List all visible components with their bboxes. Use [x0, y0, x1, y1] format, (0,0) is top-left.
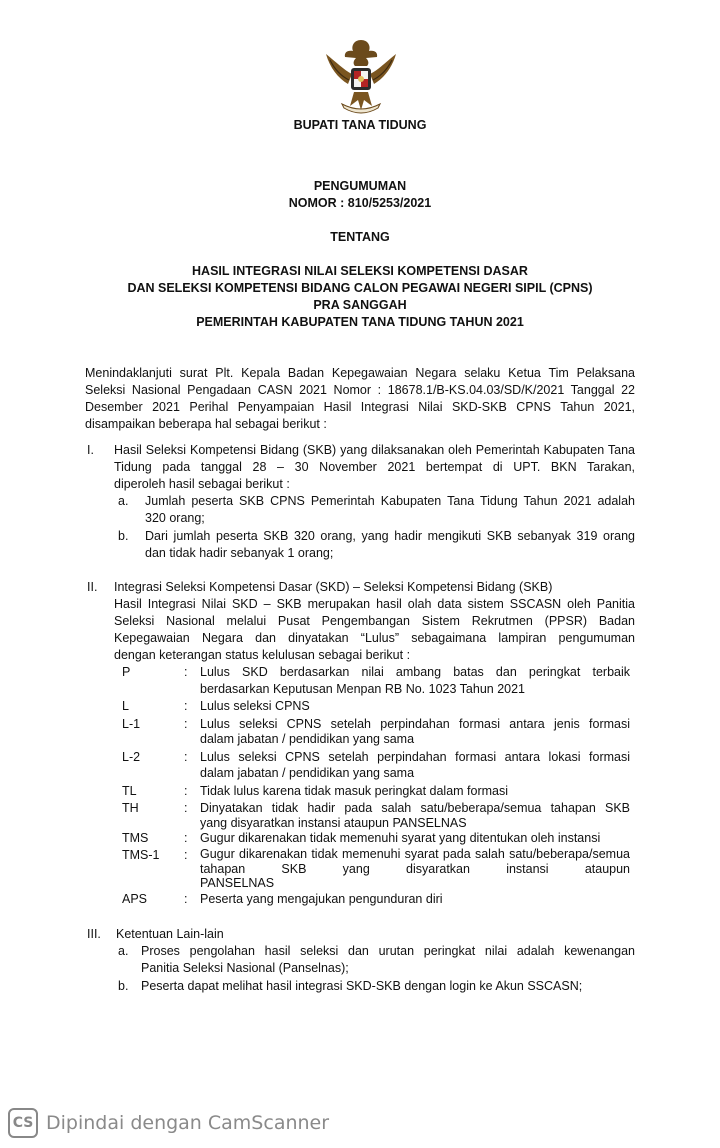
status-code: APS — [122, 892, 148, 906]
about-heading: TENTANG — [330, 230, 390, 244]
status-description: Gugur dikarenakan tidak memenuhi syarat pada salah satu/beberapa/semua tahapan SKB yang disyaratkan instansi ataupun — [200, 847, 630, 876]
item-letter: b. — [118, 979, 129, 993]
intro-paragraph-last-line: disampaikan beberapa hal sebagai berikut : — [85, 417, 327, 431]
section-numeral: III. — [87, 927, 101, 941]
list-item-last-line: 320 orang; — [145, 511, 205, 525]
status-colon: : — [184, 892, 188, 906]
status-description-last-line: dalam jabatan / pendidikan yang sama — [200, 732, 415, 746]
status-code: L — [122, 699, 129, 713]
item-letter: a. — [118, 494, 129, 508]
status-description: Lulus seleksi CPNS setelah perpindahan formasi antara lokasi formasi — [200, 750, 630, 764]
list-item-last-line: Peserta dapat melihat hasil integrasi SKD-SKB dengan login ke Akun SSCASN; — [141, 979, 583, 993]
subject-line: PRA SANGGAH — [313, 298, 407, 312]
section-title: Integrasi Seleksi Kompetensi Dasar (SKD) – Seleksi Kompetensi Bidang (SKB) — [114, 580, 553, 594]
status-code: P — [122, 665, 131, 679]
status-colon: : — [184, 699, 188, 713]
status-description-last-line: dalam jabatan / pendidikan yang sama — [200, 766, 415, 780]
section-title: Ketentuan Lain-lain — [116, 927, 224, 941]
status-code: L-1 — [122, 717, 141, 731]
item-letter: a. — [118, 944, 129, 958]
status-description: Lulus seleksi CPNS setelah perpindahan formasi antara jenis formasi — [200, 717, 630, 731]
document-type: PENGUMUMAN — [313, 179, 407, 193]
status-code: TL — [122, 784, 137, 798]
status-description-last-line: Lulus seleksi CPNS — [200, 699, 310, 713]
list-item-last-line: Panitia Seleksi Nasional (Panselnas); — [141, 961, 349, 975]
status-code: TMS-1 — [122, 848, 160, 862]
status-code: L-2 — [122, 750, 141, 764]
section-paragraph-last-line: dengan keterangan status kelulusan sebagai berikut : — [114, 648, 411, 662]
section-numeral: I. — [87, 443, 94, 457]
subject-line: DAN SELEKSI KOMPETENSI BIDANG CALON PEGAWAI NEGERI SIPIL (CPNS) — [127, 281, 593, 295]
status-colon: : — [184, 848, 188, 862]
section-paragraph: Hasil Integrasi Nilai SKD – SKB merupakan hasil olah data sistem SSCASN oleh Panitia Seleksi Nasional melalui Pusat Pengembangan Sistem Rekrutmen (PPSR) Badan Kepegawaian Negara dan dinyatakan “Lulus” sebagaimana lampiran pengumuman — [114, 597, 635, 645]
status-colon: : — [184, 831, 188, 845]
list-item: Jumlah peserta SKB CPNS Pemerintah Kabupaten Tana Tidung Tahun 2021 adalah — [145, 494, 635, 508]
document-number: NOMOR : 810/5253/2021 — [288, 196, 432, 210]
watermark-text: Dipindai dengan CamScanner — [46, 1112, 330, 1134]
list-item-last-line: dan tidak hadir sebanyak 1 orang; — [145, 546, 334, 560]
list-item: Dari jumlah peserta SKB 320 orang, yang hadir mengikuti SKB sebanyak 319 orang — [145, 529, 635, 543]
intro-paragraph: Menindaklanjuti surat Plt. Kepala Badan Kepegawaian Negara selaku Ketua Tim Pelaksana Seleksi Nasional Pengadaan CASN 2021 Nomor : 18678.1/B-KS.04.03/SD/K/2021 Tanggal 22 Desember 2021 Perihal Penyampaian Hasil Integrasi Nilai SKD-SKB CPNS Tahun 2021, — [85, 366, 635, 414]
status-description-last-line: Tidak lulus karena tidak masuk peringkat dalam formasi — [200, 784, 509, 798]
subject-line: PEMERINTAH KABUPATEN TANA TIDUNG TAHUN 2021 — [196, 315, 524, 329]
status-description: Dinyatakan tidak hadir pada salah satu/beberapa/semua tahapan SKB — [200, 801, 630, 815]
scanner-watermark — [8, 1108, 329, 1138]
status-colon: : — [184, 665, 188, 679]
status-colon: : — [184, 750, 188, 764]
status-colon: : — [184, 801, 188, 815]
status-description-last-line: Peserta yang mengajukan pengunduran diri — [200, 892, 443, 906]
list-item: Proses pengolahan hasil seleksi dan urutan peringkat nilai adalah kewenangan — [141, 944, 635, 958]
garuda-emblem-icon — [318, 34, 404, 120]
item-letter: b. — [118, 529, 129, 543]
status-description-last-line: PANSELNAS — [200, 876, 275, 890]
section-numeral: II. — [87, 580, 98, 594]
subject-line: HASIL INTEGRASI NILAI SELEKSI KOMPETENSI DASAR — [192, 264, 528, 278]
camscanner-logo-icon: CS — [8, 1108, 38, 1138]
authority-title: BUPATI TANA TIDUNG — [293, 118, 427, 132]
status-description-last-line: berdasarkan Keputusan Menpan RB No. 1023 Tahun 2021 — [200, 682, 526, 696]
status-description-last-line: Gugur dikarenakan tidak memenuhi syarat yang ditentukan oleh instansi — [200, 831, 601, 845]
status-description: Lulus SKD berdasarkan nilai ambang batas dan peringkat terbaik — [200, 665, 630, 679]
status-colon: : — [184, 717, 188, 731]
status-description-last-line: yang disyaratkan instansi ataupun PANSELNAS — [200, 816, 467, 830]
status-code: TH — [122, 801, 139, 815]
status-code: TMS — [122, 831, 149, 845]
section-paragraph: Hasil Seleksi Kompetensi Bidang (SKB) yang dilaksanakan oleh Pemerintah Kabupaten Tana Tidung pada tanggal 28 – 30 November 2021 bertempat di UPT. BKN Tarakan, — [114, 443, 635, 474]
status-colon: : — [184, 784, 188, 798]
section-paragraph-last-line: diperoleh hasil sebagai berikut : — [114, 477, 290, 491]
